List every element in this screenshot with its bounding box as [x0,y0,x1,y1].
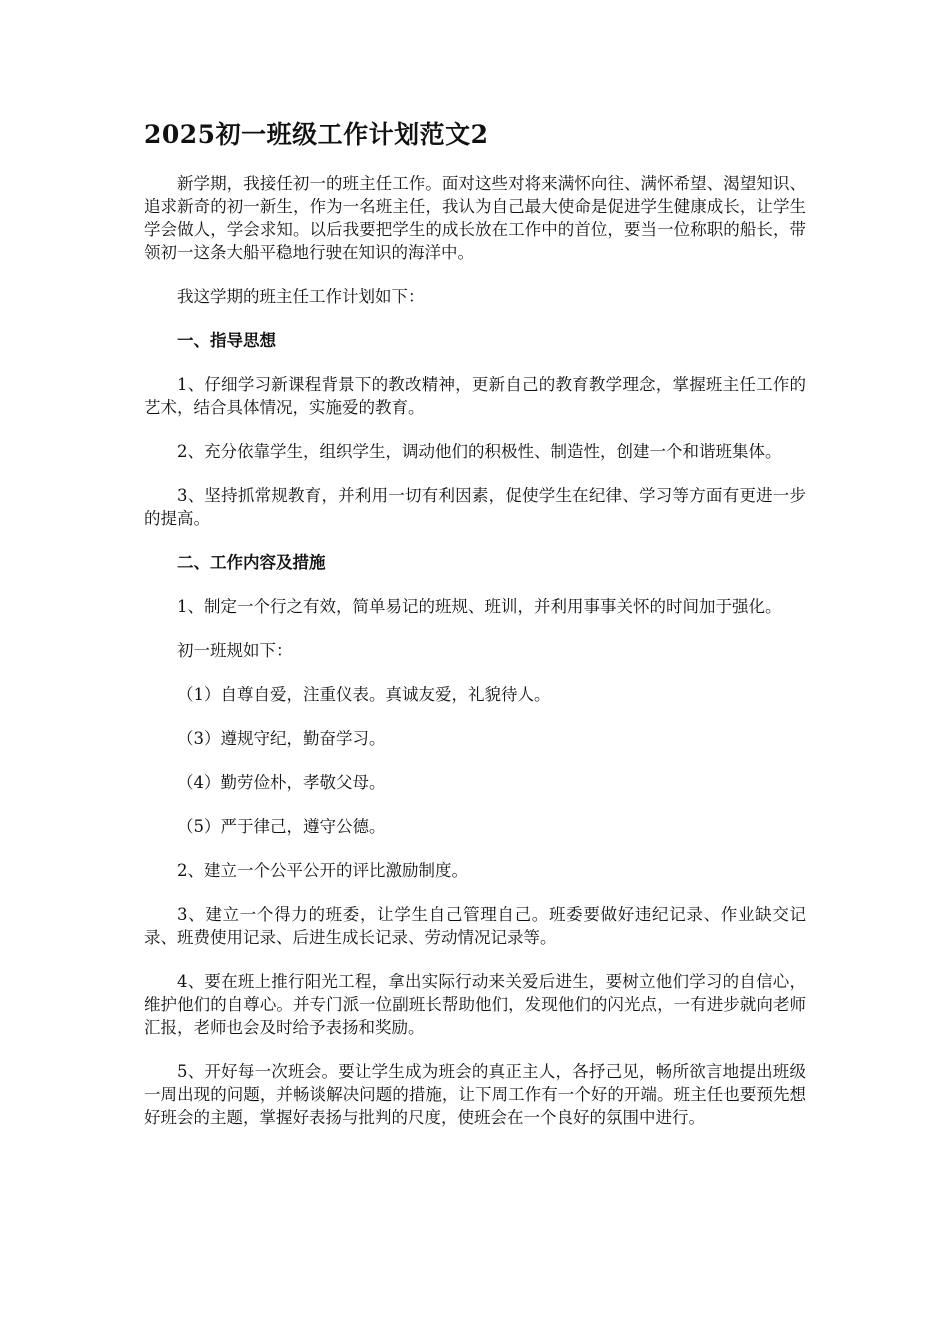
guiding-item-1: 1、仔细学习新课程背景下的教改精神，更新自己的教育教学理念，掌握班主任工作的艺术，结合具体情况，实施爱的教育。 [144,375,806,417]
class-rule-item: （4）勤劳俭朴，孝敬父母。 [177,773,386,792]
class-rule-item: （1）自尊自爱，注重仪表。真诚友爱，礼貌待人。 [177,685,551,704]
work-item-1: 1、制定一个行之有效，简单易记的班规、班训，并利用事事关怀的时间加于强化。 [177,597,782,616]
class-rule-item: （3）遵规守纪，勤奋学习。 [177,729,386,748]
document-title: 2025初一班级工作计划范文2 [144,120,489,149]
work-item-4: 4、要在班上推行阳光工程，拿出实际行动来关爱后进生，要树立他们学习的自信心，维护他们的自尊心。并专门派一位副班长帮助他们，发现他们的闪光点，一有进步就向老师汇报，老师也会及时给予表扬和奖励。 [144,972,806,1037]
work-item-2: 2、建立一个公平公开的评比激励制度。 [177,861,468,880]
section-heading-guiding-ideology: 一、指导思想 [177,331,276,350]
guiding-item-3: 3、坚持抓常规教育，并利用一切有利因素，促使学生在纪律、学习等方面有更进一步的提高。 [144,486,806,528]
work-item-5: 5、开好每一次班会。要让学生成为班会的真正主人，各抒己见，畅所欲言地提出班级一周出现的问题，并畅谈解决问题的措施，让下周工作有一个好的开端。班主任也要预先想好班会的主题，掌握好表扬与批判的尺度，使班会在一个良好的氛围中进行。 [144,1062,806,1127]
document-page [144,118,806,1150]
intro-paragraph: 新学期，我接任初一的班主任工作。面对这些对将来满怀向往、满怀希望、渴望知识、追求新奇的初一新生，作为一名班主任，我认为自己最大使命是促进学生健康成长，让学生学会做人，学会求知。以后我要把学生的成长放在工作中的首位，要当一位称职的船长，带领初一这条大船平稳地行驶在知识的海洋中。 [144,174,806,262]
class-rule-item: （5）严于律己，遵守公德。 [177,817,386,836]
work-item-3: 3、建立一个得力的班委，让学生自己管理自己。班委要做好违纪记录、作业缺交记录、班费使用记录、后进生成长记录、劳动情况记录等。 [144,905,806,947]
section-heading-work-content: 二、工作内容及措施 [177,553,326,572]
plan-intro-paragraph: 我这学期的班主任工作计划如下： [177,287,425,306]
guiding-item-2: 2、充分依靠学生，组织学生，调动他们的积极性、制造性，创建一个和谐班集体。 [177,442,782,461]
class-rules-intro: 初一班规如下： [177,641,293,660]
